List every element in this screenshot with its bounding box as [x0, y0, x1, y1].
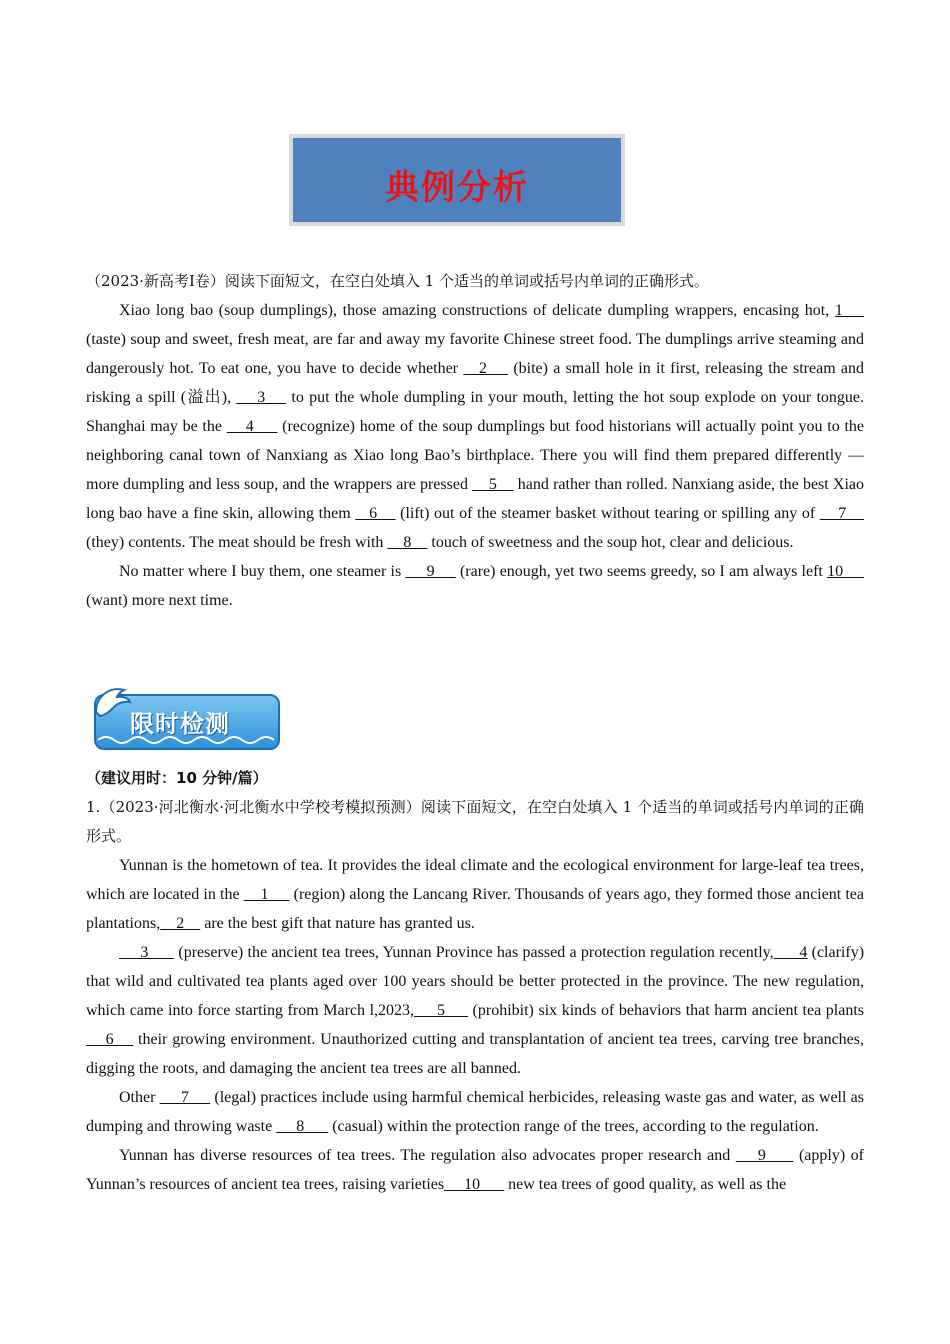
time-hint: （建议用时：10 分钟/篇）	[86, 769, 268, 787]
blank-2[interactable]: 2	[160, 915, 201, 932]
blank-1[interactable]: 1	[243, 886, 290, 903]
blank-5[interactable]: 5	[472, 476, 514, 493]
example-paragraph-2: No matter where I buy them, one steamer is 9 (rare) enough, yet two seems greedy, so I am always left 10 (want) more next time.	[86, 563, 865, 609]
blank-5[interactable]: 5	[414, 1002, 468, 1019]
practice-paragraph-2: 3 (preserve) the ancient tea trees, Yunnan Province has passed a protection regulation recently, 4 (clarify) that wild and cultivated tea plants aged over 100 years should be better protected in the province. The new regulation, which came into force starting from March l,2023, 5 (prohibit) six kinds of behaviors that harm ancient tea plants 6 their growing environment. Unauthorized cutting and transplantation of ancient tea trees, carving tree branches, digging the roots, and damaging the ancient tea trees are all banned.	[86, 944, 865, 1077]
timed-test-badge	[90, 682, 285, 754]
practice-paragraph-4: Yunnan has diverse resources of tea trees. The regulation also advocates proper research and 9 (apply) of Yunnan’s resources of ancient tea trees, raising varieties 10 new tea trees of good quality, as well as the	[86, 1147, 865, 1193]
practice-section	[86, 764, 864, 1199]
blank-3[interactable]: 3	[119, 944, 175, 961]
question-1-prompt: 1.（2023·河北衡水·河北衡水中学校考模拟预测）阅读下面短文，在空白处填入 1 个适当的单词或括号内单词的正确形式。	[86, 798, 864, 845]
blank-6[interactable]: 6	[86, 1031, 134, 1048]
blank-6[interactable]: 6	[355, 505, 396, 522]
blank-7[interactable]: 7	[159, 1089, 211, 1106]
practice-paragraph-1: Yunnan is the hometown of tea. It provides the ideal climate and the ecological environment for large-leaf tea trees, which are located in the 1 (region) along the Lancang River. Thousands of years ago, they formed those ancient tea plantations, 2 are the best gift that nature has granted us.	[86, 857, 865, 932]
example-prompt: （2023·新高考Ⅰ卷）阅读下面短文，在空白处填入 1 个适当的单词或括号内单词的正确形式。	[86, 272, 709, 290]
blank-10[interactable]: 10	[444, 1176, 505, 1193]
section-banner	[289, 134, 625, 226]
badge-label: 限时检测	[130, 710, 230, 738]
blank-4[interactable]: 4	[773, 944, 808, 961]
blank-1[interactable]: 1	[834, 302, 865, 319]
blank-8[interactable]: 8	[276, 1118, 329, 1135]
blank-9[interactable]: 9	[735, 1147, 794, 1164]
blank-10[interactable]: 10	[827, 563, 865, 580]
blank-9[interactable]: 9	[405, 563, 456, 580]
blank-2[interactable]: 2	[463, 360, 509, 377]
example-passage	[86, 267, 864, 615]
banner-title: 典例分析	[385, 167, 529, 208]
example-paragraph-1: Xiao long bao (soup dumplings), those amazing constructions of delicate dumpling wrappers, encasing hot, 1 (taste) soup and sweet, fresh meat, are far and away my favorite Chinese street food. The dumplings arrive steaming and dangerously hot. To eat one, you have to decide whether 2 (bite) a small hole in it first, releasing the stream and risking a spill (溢出), 3 to put the whole dumpling in your mouth, letting the hot soup explode on your tongue. Shanghai may be the 4 (recognize) home of the soup dumplings but food historians will actually point you to the neighboring canal town of Nanxiang as Xiao long Bao’s birthplace. There you will find them prepared differently — more dumpling and less soup, and the wrappers are pressed 5 hand rather than rolled. Nanxiang aside, the best Xiao long bao have a fine skin, allowing them 6 (lift) out of the steamer basket without tearing or spilling any of 7 (they) contents. The meat should be fresh with 8 touch of sweetness and the soup hot, clear and delicious.	[86, 302, 865, 551]
blank-3[interactable]: 3	[236, 389, 287, 406]
wave-decoration-icon	[98, 734, 274, 746]
banner-box	[293, 138, 621, 222]
blank-7[interactable]: 7	[819, 505, 865, 522]
practice-paragraph-3: Other 7 (legal) practices include using harmful chemical herbicides, releasing waste gas and water, as well as dumping and throwing waste 8 (casual) within the protection range of the trees, according to the regulation.	[86, 1089, 865, 1135]
blank-4[interactable]: 4	[226, 418, 278, 435]
blank-8[interactable]: 8	[387, 534, 428, 551]
